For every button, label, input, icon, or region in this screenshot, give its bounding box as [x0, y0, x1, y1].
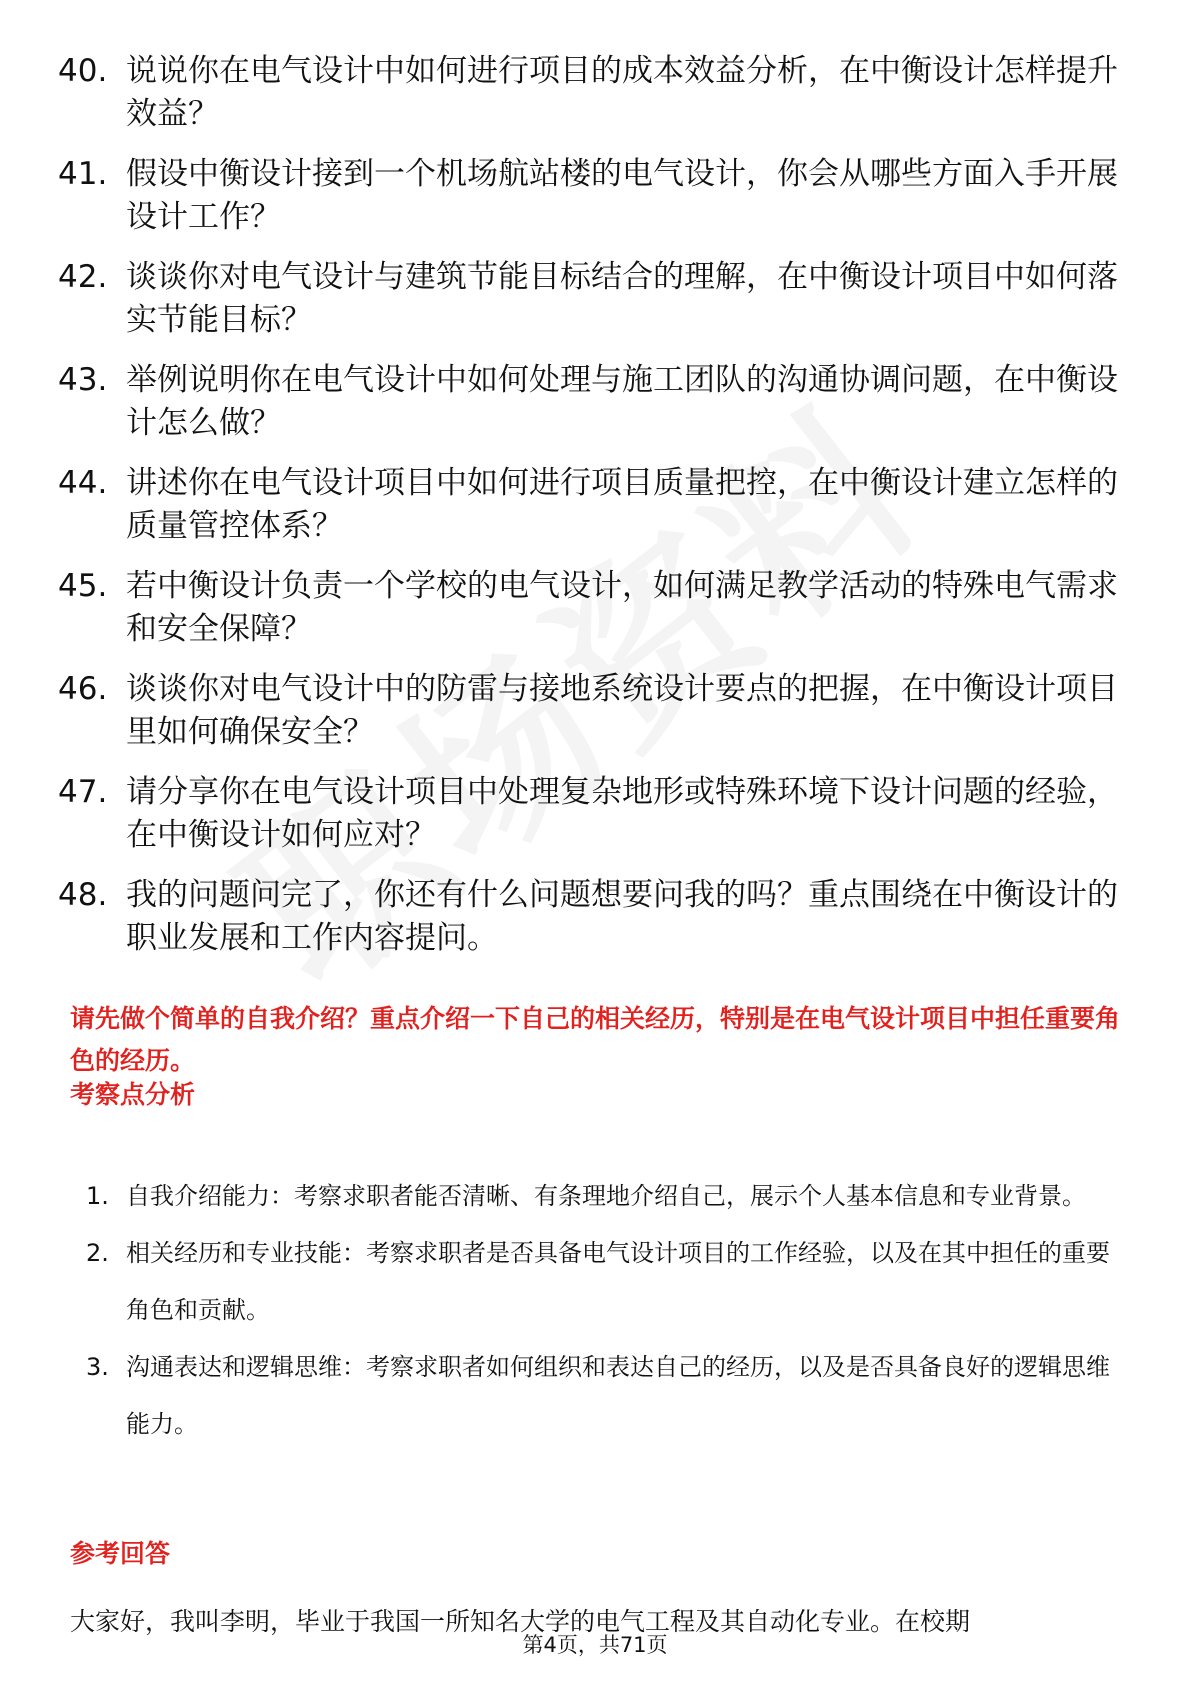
question-text: 谈谈你对电气设计与建筑节能目标结合的理解，在中衡设计项目中如何落实节能目标？: [126, 259, 1118, 338]
highlight-question: 请先做个简单的自我介绍？重点介绍一下自己的相关经历，特别是在电气设计项目中担任重要角色的经历。: [70, 1004, 1121, 1075]
question-text: 举例说明你在电气设计中如何处理与施工团队的沟通协调问题，在中衡设计怎么做？: [126, 362, 1118, 441]
analysis-number: 3.: [86, 1353, 109, 1381]
page-footer: 第4页，共71页: [522, 1633, 668, 1657]
question-item: [58, 256, 1128, 342]
question-text: 请分享你在电气设计项目中处理复杂地形或特殊环境下设计问题的经验，在中衡设计如何应对？: [126, 774, 1118, 853]
question-item: [58, 462, 1128, 548]
analysis-text: 相关经历和专业技能：考察求职者是否具备电气设计项目的工作经验，以及在其中担任的重要角色和贡献。: [126, 1239, 1110, 1324]
analysis-text: 自我介绍能力：考察求职者能否清晰、有条理地介绍自己，展示个人基本信息和专业背景。: [126, 1182, 1086, 1210]
question-item: [58, 565, 1128, 651]
question-number: 41.: [58, 156, 108, 192]
analysis-item: [86, 1339, 1131, 1453]
question-number: 45.: [58, 568, 108, 604]
question-list: [58, 50, 1128, 977]
analysis-text: 沟通表达和逻辑思维：考察求职者如何组织和表达自己的经历，以及是否具备良好的逻辑思维能力。: [126, 1353, 1110, 1438]
question-number: 44.: [58, 465, 108, 501]
reference-title: 参考回答: [70, 1539, 171, 1568]
analysis-item: [86, 1225, 1131, 1339]
analysis-title: 考察点分析: [70, 1080, 196, 1109]
question-number: 40.: [58, 53, 108, 89]
question-text: 谈谈你对电气设计中的防雷与接地系统设计要点的把握，在中衡设计项目里如何确保安全？: [126, 671, 1118, 750]
analysis-list: [86, 1168, 1131, 1453]
question-item: [58, 874, 1128, 960]
question-number: 43.: [58, 362, 108, 398]
analysis-item: [86, 1168, 1131, 1225]
question-item: [58, 153, 1128, 239]
question-text: 讲述你在电气设计项目中如何进行项目质量把控，在中衡设计建立怎样的质量管控体系？: [126, 465, 1118, 544]
question-text: 我的问题问完了，你还有什么问题想要问我的吗？重点围绕在中衡设计的职业发展和工作内容提问。: [126, 877, 1118, 956]
question-number: 48.: [58, 877, 108, 913]
question-item: [58, 50, 1128, 136]
question-item: [58, 668, 1128, 754]
question-item: [58, 359, 1128, 445]
question-number: 42.: [58, 259, 108, 295]
analysis-number: 1.: [86, 1182, 109, 1210]
question-text: 假设中衡设计接到一个机场航站楼的电气设计，你会从哪些方面入手开展设计工作？: [126, 156, 1118, 235]
question-number: 46.: [58, 671, 108, 707]
answer-text: 大家好，我叫李明，毕业于我国一所知名大学的电气工程及其自动化专业。在校期: [70, 1607, 971, 1636]
question-text: 若中衡设计负责一个学校的电气设计，如何满足教学活动的特殊电气需求和安全保障？: [126, 568, 1118, 647]
question-item: [58, 771, 1128, 857]
question-number: 47.: [58, 774, 108, 810]
analysis-number: 2.: [86, 1239, 109, 1267]
question-text: 说说你在电气设计中如何进行项目的成本效益分析，在中衡设计怎样提升效益？: [126, 53, 1118, 132]
